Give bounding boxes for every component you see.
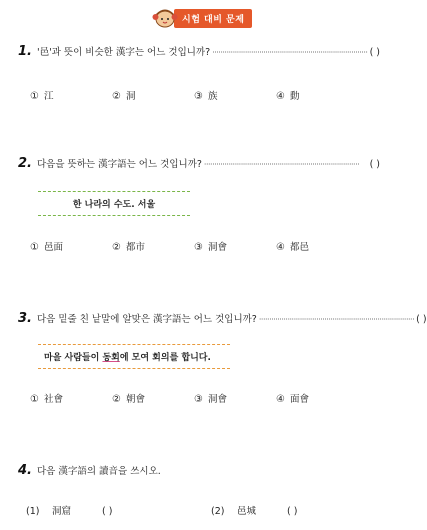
mascot-icon xyxy=(152,7,178,29)
option-2[interactable]: ② 洞 xyxy=(112,91,136,102)
question-number: 1. xyxy=(18,44,32,59)
option-1[interactable]: ① 社會 xyxy=(30,394,63,405)
underlined-word: 동회 xyxy=(102,353,120,363)
question-4 xyxy=(18,463,380,478)
reading-item-2: (2) 邑城 ( ) xyxy=(211,503,396,517)
answer-blank[interactable]: ( ) xyxy=(287,506,298,517)
answer-blank[interactable]: ( ) xyxy=(369,47,380,58)
section-banner xyxy=(152,7,252,29)
options-q2 xyxy=(30,239,358,253)
hint-box: 마을 사람들이 동회에 모여 회의를 합니다. xyxy=(38,344,230,369)
question-1 xyxy=(18,44,380,59)
option-1[interactable]: ① 江 xyxy=(30,91,54,102)
hint-box: 한 나라의 수도. 서울 xyxy=(38,191,190,216)
question-text: '邑'과 뜻이 비슷한 漢字는 어느 것입니까? xyxy=(36,47,211,58)
leader-dots: ············································································ xyxy=(258,315,415,324)
question-number: 3. xyxy=(18,311,32,326)
option-4[interactable]: ④ 動 xyxy=(276,91,300,102)
banner-title: 시험 대비 문제 xyxy=(174,9,252,28)
reading-items xyxy=(26,503,396,517)
question-text: 다음을 뜻하는 漢字語는 어느 것입니까? xyxy=(36,159,202,170)
option-1[interactable]: ① 邑面 xyxy=(30,242,63,253)
option-4[interactable]: ④ 面會 xyxy=(276,394,309,405)
option-3[interactable]: ③ 洞會 xyxy=(194,242,227,253)
question-text: 다음 밑줄 친 낱말에 알맞은 漢字語는 어느 것입니까? xyxy=(36,314,257,325)
leader-dots: ············································································ xyxy=(203,160,360,169)
option-3[interactable]: ③ 洞會 xyxy=(194,394,227,405)
options-q1 xyxy=(30,88,358,102)
question-text: 다음 漢字語의 讀音을 쓰시오. xyxy=(36,466,161,477)
leader-dots: ············································································ xyxy=(212,48,368,57)
option-3[interactable]: ③ 族 xyxy=(194,91,218,102)
answer-blank[interactable]: ( ) xyxy=(369,159,380,170)
question-number: 2. xyxy=(18,156,32,171)
reading-item-1: (1) 洞窟 ( ) xyxy=(26,503,211,517)
option-4[interactable]: ④ 都邑 xyxy=(276,242,309,253)
option-2[interactable]: ② 都市 xyxy=(112,242,145,253)
answer-blank[interactable]: ( ) xyxy=(102,506,113,517)
question-number: 4. xyxy=(18,463,32,478)
question-3 xyxy=(18,311,427,326)
options-q3 xyxy=(30,391,358,405)
answer-blank[interactable]: ( ) xyxy=(416,314,427,325)
question-2 xyxy=(18,156,380,171)
option-2[interactable]: ② 朝會 xyxy=(112,394,145,405)
